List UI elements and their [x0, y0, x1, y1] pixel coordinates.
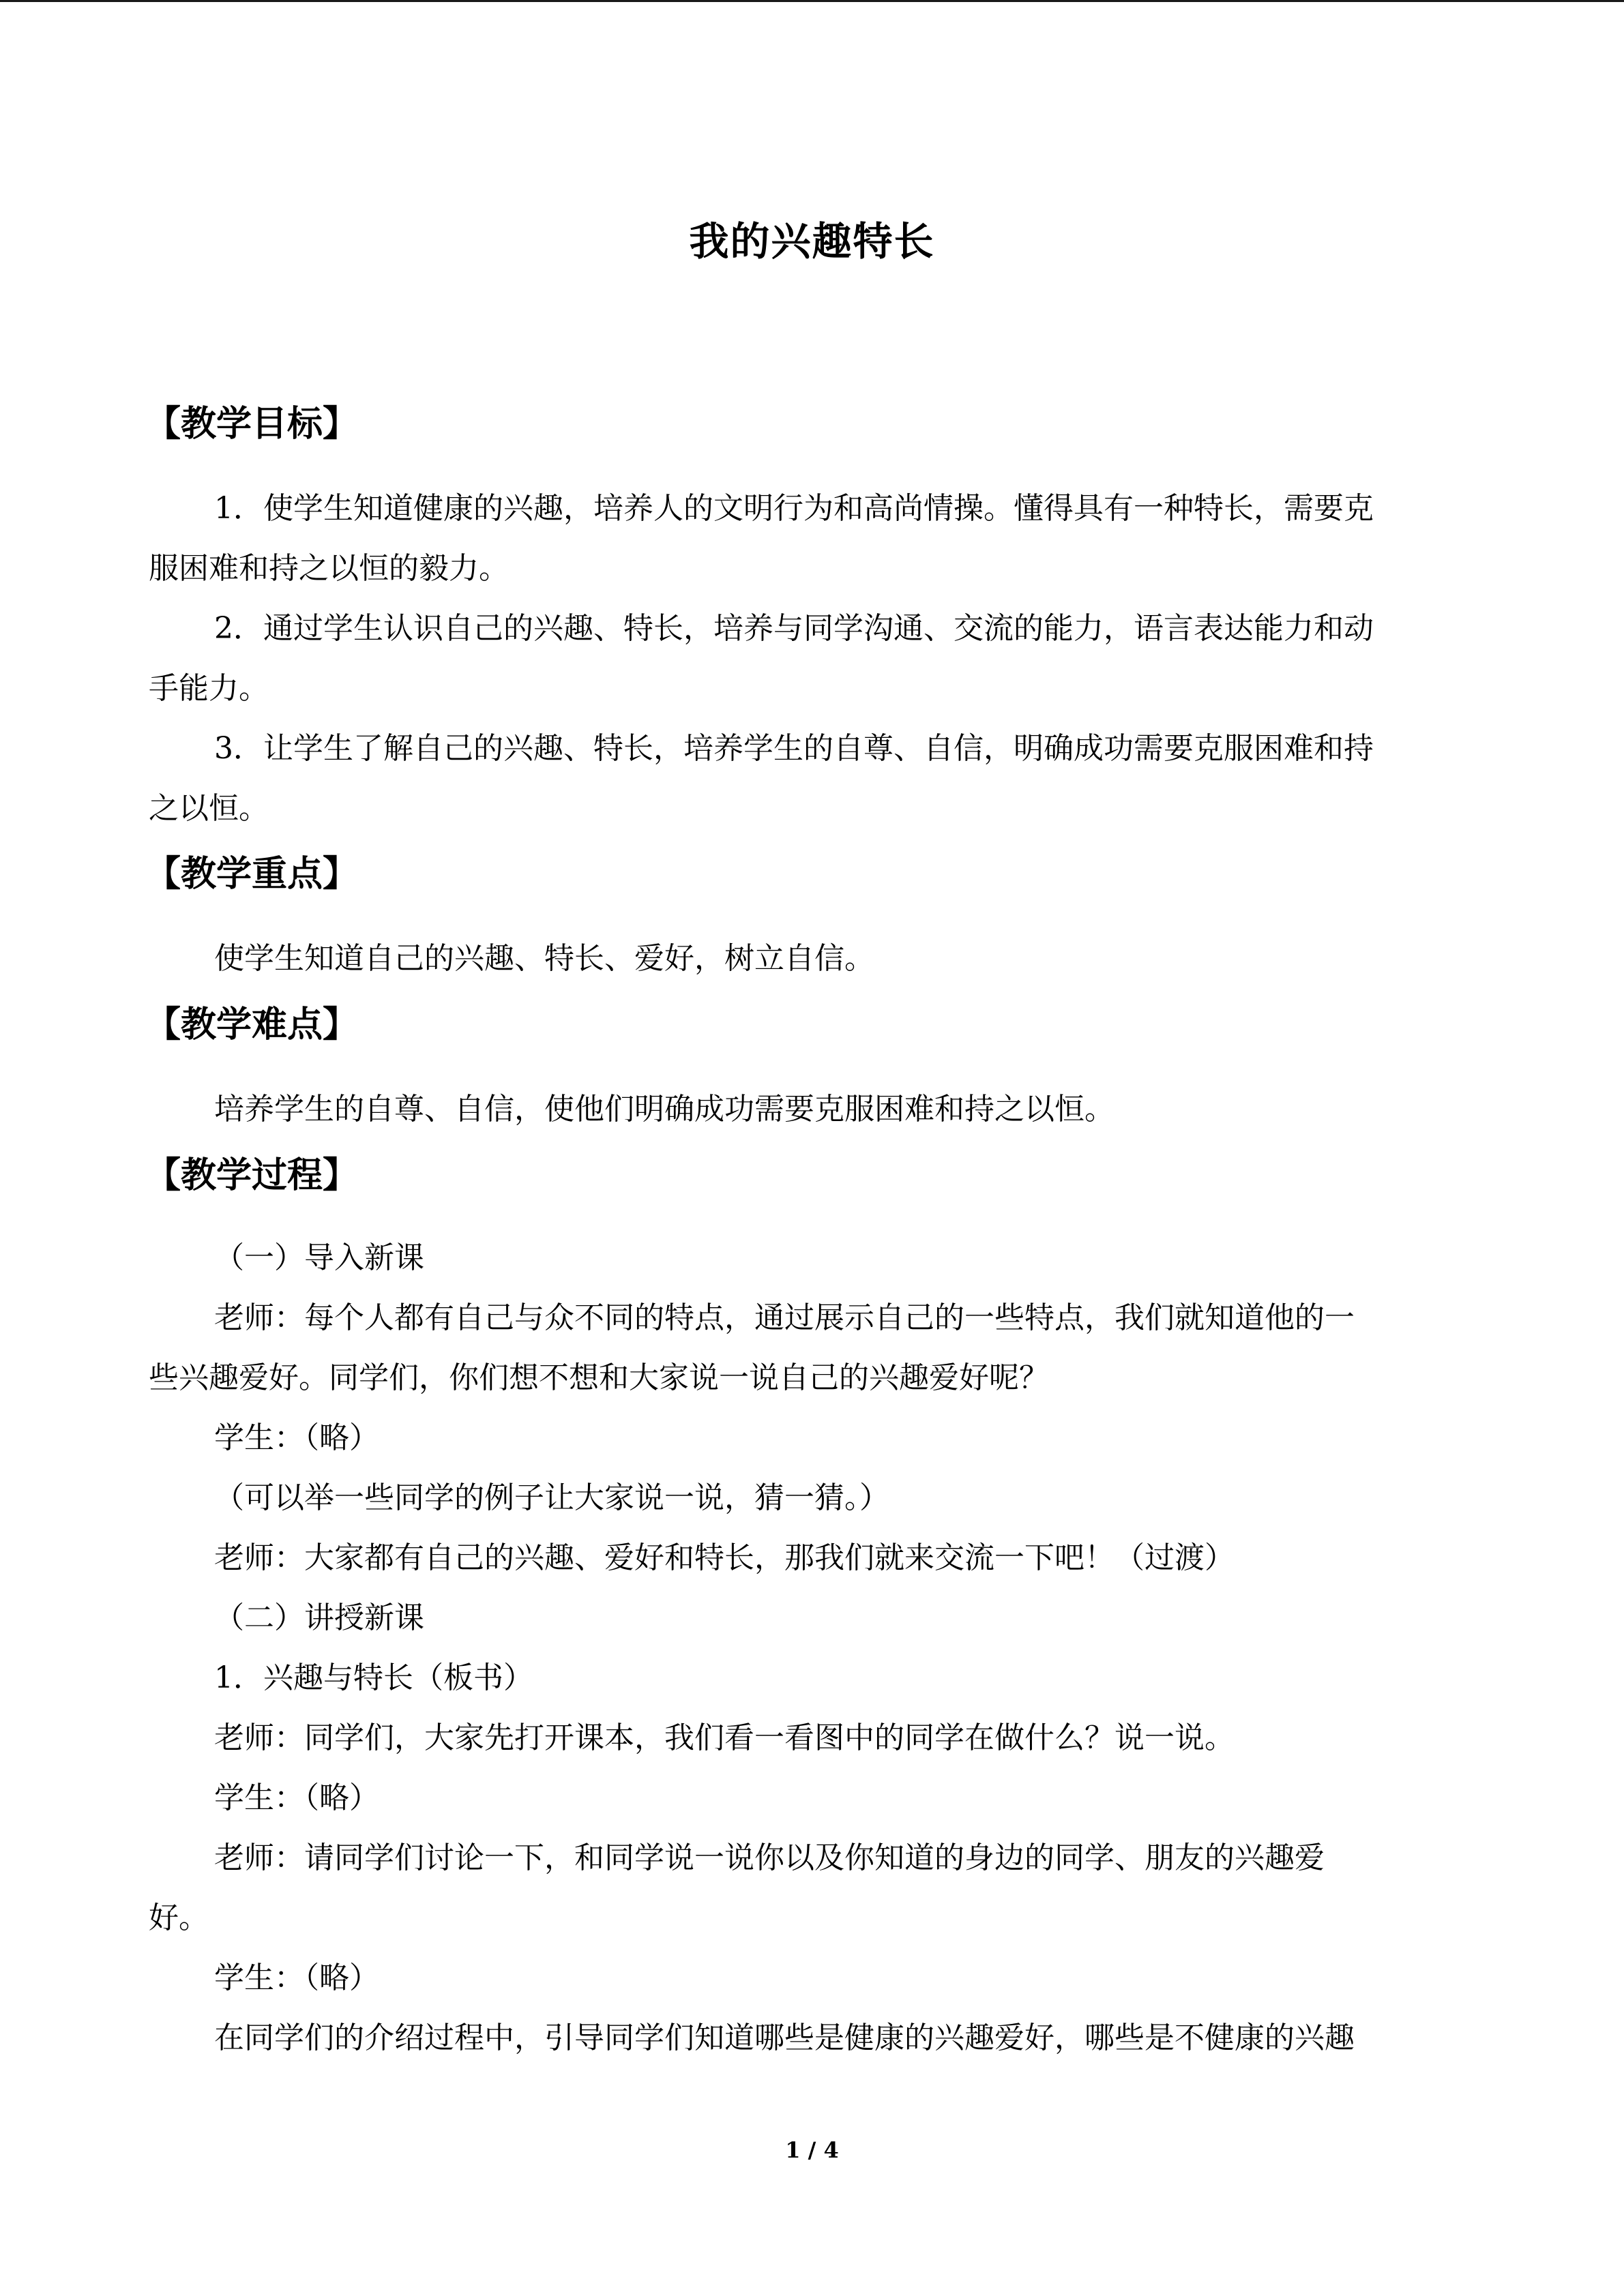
- process-line-student-1: 学生：（略）: [214, 1420, 379, 1455]
- goal-item-1-line-1: 1．使学生知道健康的兴趣，培养人的文明行为和高尚情操。懂得具有一种特长，需要克: [214, 491, 1374, 526]
- top-border-line: [0, 0, 1624, 2]
- process-line-interest-specialty: 1．兴趣与特长（板书）: [214, 1660, 533, 1695]
- process-body: [149, 1228, 1479, 2068]
- process-line-teacher-2: 老师：大家都有自己的兴趣、爱好和特长，那我们就来交流一下吧！（过渡）: [214, 1540, 1235, 1575]
- process-line-note: （可以举一些同学的例子让大家说一说，猜一猜。）: [214, 1480, 889, 1515]
- goal-item-1-line-2: 服困难和持之以恒的毅力。: [149, 551, 509, 586]
- document-title: 我的兴趣特长: [689, 218, 935, 265]
- heading-teaching-goals: 【教学目标】: [145, 403, 359, 445]
- goal-item-2-line-1: 2．通过学生认识自己的兴趣、特长，培养与同学沟通、交流的能力，语言表达能力和动: [214, 611, 1374, 646]
- heading-teaching-process: 【教学过程】: [145, 1154, 359, 1196]
- key-points-text: 使学生知道自己的兴趣、特长、爱好，树立自信。: [214, 941, 874, 976]
- goal-item-3: [149, 719, 1479, 839]
- difficulties-text: 培养学生的自尊、自信，使他们明确成功需要克服困难和持之以恒。: [214, 1092, 1114, 1127]
- process-line-teacher-3: 老师：同学们，大家先打开课本，我们看一看图中的同学在做什么？说一说。: [214, 1720, 1235, 1755]
- process-line-teacher-4b: 好。: [149, 1900, 209, 1935]
- process-line-teacher-4a: 老师：请同学们讨论一下，和同学说一说你以及你知道的身边的同学、朋友的兴趣爱: [214, 1840, 1325, 1875]
- process-line-student-3: 学生：（略）: [214, 1960, 379, 1995]
- heading-difficulties: 【教学难点】: [145, 1004, 359, 1045]
- goal-item-1: [149, 479, 1479, 599]
- goal-item-3-line-2: 之以恒。: [149, 791, 269, 826]
- heading-key-points: 【教学重点】: [145, 853, 359, 895]
- goal-item-2-line-2: 手能力。: [149, 671, 269, 706]
- process-line-new-lesson: （二）讲授新课: [214, 1600, 424, 1635]
- goal-item-2: [149, 599, 1479, 719]
- page-number: 1 / 4: [785, 2137, 839, 2163]
- process-line-teacher-1b: 些兴趣爱好。同学们，你们想不想和大家说一说自己的兴趣爱好呢？: [149, 1360, 1049, 1395]
- process-line-guidance: 在同学们的介绍过程中，引导同学们知道哪些是健康的兴趣爱好，哪些是不健康的兴趣: [214, 2021, 1355, 2055]
- process-line-intro-new-lesson: （一）导入新课: [214, 1240, 424, 1275]
- goal-item-3-line-1: 3．让学生了解自己的兴趣、特长，培养学生的自尊、自信，明确成功需要克服困难和持: [214, 731, 1374, 766]
- process-line-teacher-1a: 老师：每个人都有自己与众不同的特点，通过展示自己的一些特点，我们就知道他的一: [214, 1300, 1355, 1335]
- process-line-student-2: 学生：（略）: [214, 1780, 379, 1815]
